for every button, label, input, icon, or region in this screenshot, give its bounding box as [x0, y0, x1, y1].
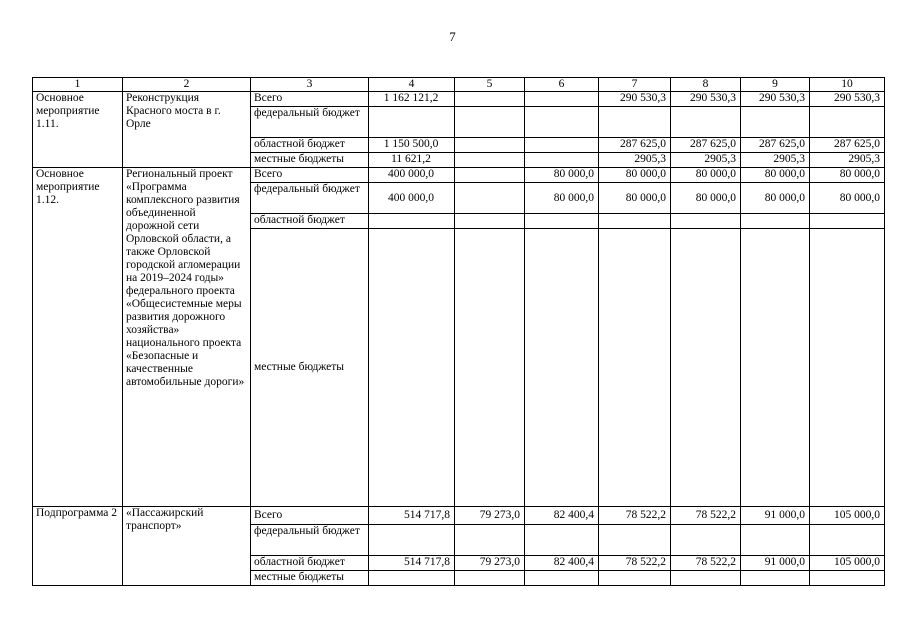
column-header: 9 [741, 78, 810, 92]
value-cell [455, 571, 525, 586]
value-cell [369, 107, 455, 138]
funding-source: областной бюджет [251, 138, 369, 153]
column-header: 3 [251, 78, 369, 92]
funding-source: Всего [251, 507, 369, 525]
funding-source: местные бюджеты [251, 229, 369, 507]
value-cell [671, 571, 741, 586]
value-cell: 290 530,3 [810, 92, 885, 107]
value-cell [810, 107, 885, 138]
budget-table [32, 77, 885, 586]
value-cell: 1 162 121,2 [369, 92, 455, 107]
value-cell [741, 107, 810, 138]
value-cell: 80 000,0 [741, 168, 810, 183]
value-cell: 2905,3 [810, 153, 885, 168]
value-cell: 2905,3 [599, 153, 671, 168]
value-cell [525, 107, 599, 138]
value-cell [525, 92, 599, 107]
value-cell [671, 107, 741, 138]
value-cell: 400 000,0 [369, 183, 455, 214]
value-cell [810, 571, 885, 586]
value-cell: 11 621,2 [369, 153, 455, 168]
value-cell: 80 000,0 [671, 168, 741, 183]
activity-code: Основное мероприятие 1.12. [33, 168, 123, 507]
value-cell [810, 214, 885, 229]
value-cell [369, 229, 455, 507]
activity-code: Подпрограмма 2 [33, 507, 123, 586]
activity-name: «Пассажирский транспорт» [123, 507, 251, 586]
value-cell [455, 168, 525, 183]
value-cell: 287 625,0 [599, 138, 671, 153]
value-cell: 1 150 500,0 [369, 138, 455, 153]
value-cell: 80 000,0 [810, 168, 885, 183]
value-cell [525, 525, 599, 556]
value-cell [455, 153, 525, 168]
value-cell: 82 400,4 [525, 556, 599, 571]
column-header: 1 [33, 78, 123, 92]
value-cell [599, 214, 671, 229]
value-cell: 80 000,0 [671, 183, 741, 214]
value-cell [599, 107, 671, 138]
value-cell: 82 400,4 [525, 507, 599, 525]
value-cell: 80 000,0 [525, 183, 599, 214]
value-cell [599, 571, 671, 586]
value-cell [525, 138, 599, 153]
value-cell: 78 522,2 [599, 556, 671, 571]
value-cell: 287 625,0 [810, 138, 885, 153]
value-cell [455, 183, 525, 214]
activity-name: Реконструкция Красного моста в г. Орле [123, 92, 251, 168]
value-cell [455, 229, 525, 507]
value-cell [525, 214, 599, 229]
funding-source: федеральный бюджет [251, 183, 369, 214]
value-cell [525, 229, 599, 507]
value-cell [369, 571, 455, 586]
value-cell [810, 229, 885, 507]
value-cell: 105 000,0 [810, 556, 885, 571]
value-cell: 78 522,2 [671, 507, 741, 525]
value-cell [741, 229, 810, 507]
value-cell: 91 000,0 [741, 556, 810, 571]
value-cell: 290 530,3 [741, 92, 810, 107]
value-cell [671, 214, 741, 229]
value-cell [741, 571, 810, 586]
value-cell: 80 000,0 [810, 183, 885, 214]
column-header: 5 [455, 78, 525, 92]
value-cell [741, 214, 810, 229]
funding-source: федеральный бюджет [251, 107, 369, 138]
value-cell: 79 273,0 [455, 507, 525, 525]
value-cell: 287 625,0 [671, 138, 741, 153]
value-cell: 78 522,2 [599, 507, 671, 525]
value-cell [741, 525, 810, 556]
funding-source: областной бюджет [251, 214, 369, 229]
value-cell: 80 000,0 [525, 168, 599, 183]
funding-source: федеральный бюджет [251, 525, 369, 556]
column-header: 10 [810, 78, 885, 92]
value-cell: 2905,3 [741, 153, 810, 168]
table-row [33, 92, 885, 107]
value-cell: 80 000,0 [599, 183, 671, 214]
value-cell [810, 525, 885, 556]
value-cell [369, 214, 455, 229]
header-row [33, 78, 885, 92]
column-header: 4 [369, 78, 455, 92]
value-cell [455, 214, 525, 229]
value-cell: 514 717,8 [369, 556, 455, 571]
funding-source: областной бюджет [251, 556, 369, 571]
column-header: 8 [671, 78, 741, 92]
value-cell [671, 229, 741, 507]
column-header: 6 [525, 78, 599, 92]
column-header: 2 [123, 78, 251, 92]
value-cell: 2905,3 [671, 153, 741, 168]
activity-name: Региональный проект «Программа комплексного развития объединенной дорожной сети Орловской области, а также Орловской городской агломерации на 2019–2024 годы» федерального проекта «Общесистемные меры развития дорожного хозяйства» национального проекта «Безопасные и качественные автомобильные дороги» [123, 168, 251, 507]
value-cell [525, 153, 599, 168]
value-cell: 78 522,2 [671, 556, 741, 571]
value-cell [455, 138, 525, 153]
value-cell [671, 525, 741, 556]
funding-source: местные бюджеты [251, 153, 369, 168]
value-cell: 80 000,0 [741, 183, 810, 214]
activity-code: Основное мероприятие 1.11. [33, 92, 123, 168]
value-cell: 290 530,3 [671, 92, 741, 107]
funding-source: Всего [251, 92, 369, 107]
value-cell [599, 229, 671, 507]
value-cell [455, 525, 525, 556]
value-cell: 105 000,0 [810, 507, 885, 525]
value-cell: 287 625,0 [741, 138, 810, 153]
funding-source: Всего [251, 168, 369, 183]
value-cell: 80 000,0 [599, 168, 671, 183]
value-cell: 290 530,3 [599, 92, 671, 107]
value-cell [455, 92, 525, 107]
value-cell [525, 571, 599, 586]
column-header: 7 [599, 78, 671, 92]
table-row [33, 168, 885, 183]
funding-source: местные бюджеты [251, 571, 369, 586]
table-row [33, 507, 885, 525]
value-cell: 79 273,0 [455, 556, 525, 571]
value-cell: 514 717,8 [369, 507, 455, 525]
value-cell: 400 000,0 [369, 168, 455, 183]
value-cell [455, 107, 525, 138]
page-number: 7 [449, 29, 456, 44]
value-cell [599, 525, 671, 556]
value-cell [369, 525, 455, 556]
value-cell: 91 000,0 [741, 507, 810, 525]
